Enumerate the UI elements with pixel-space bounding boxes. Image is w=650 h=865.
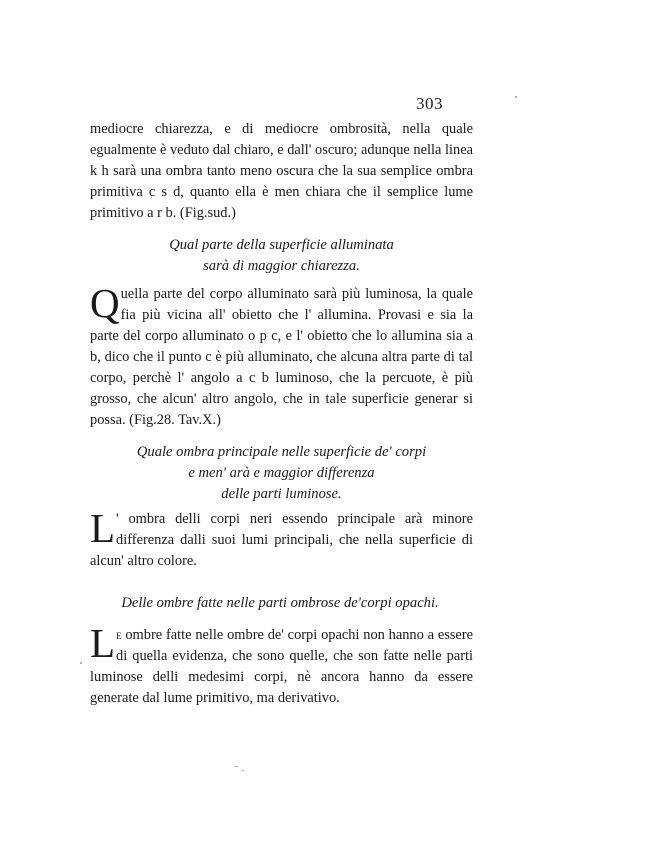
section-heading-ombra-principale <box>90 442 473 505</box>
heading-line: sarà di maggior chiarezza. <box>203 258 360 274</box>
heading-line: Quale ombra principale nelle superficie de' corpi <box>136 444 427 460</box>
paragraph-continuation: mediocre chiarezza, e di mediocre ombrosità, nella quale egualmente è veduto dal chiaro, e dall' oscuro; adunque nella linea k h sarà una ombra tanto meno oscura che la sua semplice ombra primitiva c s d, quanto ella è men chiara che il semplice lume primitivo a r b. (Fig.sud.) <box>90 121 473 221</box>
paragraph-luminosa <box>90 280 473 431</box>
heading-line: Delle ombre fatte nelle parti ombrose de'corpi opachi. <box>121 595 439 611</box>
page-number: 303 <box>416 94 443 113</box>
drop-cap-initial: L <box>90 505 116 551</box>
heading-line: e men' arà e maggior differenza <box>188 465 375 481</box>
paragraph-text: ' ombra delli corpi neri essendo principale arà minore differenza dalli suoi lumi principali, che nella superficie di alcun' altro colore. <box>90 511 473 569</box>
paragraph-text: ombre fatte nelle ombre de' corpi opachi non hanno a essere di quella evidenza, che sono quelle, che son fatte nelle parti luminose delli medesimi corpi, nè ancora hanno da essere generate dal lume primitivo, ma derivativo. <box>90 627 473 706</box>
heading-line: delle parti luminose. <box>221 486 342 502</box>
section-heading-chiarezza <box>90 235 473 277</box>
paper-speck <box>235 766 238 767</box>
drop-cap-initial: L <box>90 620 116 666</box>
paper-speck <box>80 662 82 664</box>
small-cap-letter: e <box>116 627 122 642</box>
paper-speck <box>515 96 517 98</box>
paragraph-text: uella parte del corpo alluminato sarà più luminosa, la quale fia più vicina all' obietto che l' allumina. Provasi e sia la parte del corpo alluminato o p c, e l' obietto che lo allumina sia a b, dico che il punto c è più alluminato, che alcuna altra parte di tal corpo, perchè l' angolo a c b luminoso, che la percuote, è più grosso, che alcun' altro angolo, che in tale superficie generar si possa. (Fig.28. Tav.X.) <box>90 286 473 428</box>
paragraph-corpi-neri <box>90 505 473 572</box>
paragraph-ombre-opachi <box>90 620 473 709</box>
drop-cap-initial: Q <box>90 280 120 326</box>
section-heading-ombre-fatte <box>90 593 470 614</box>
heading-line: Qual parte della superficie alluminata <box>169 237 394 253</box>
paper-speck <box>242 770 244 771</box>
